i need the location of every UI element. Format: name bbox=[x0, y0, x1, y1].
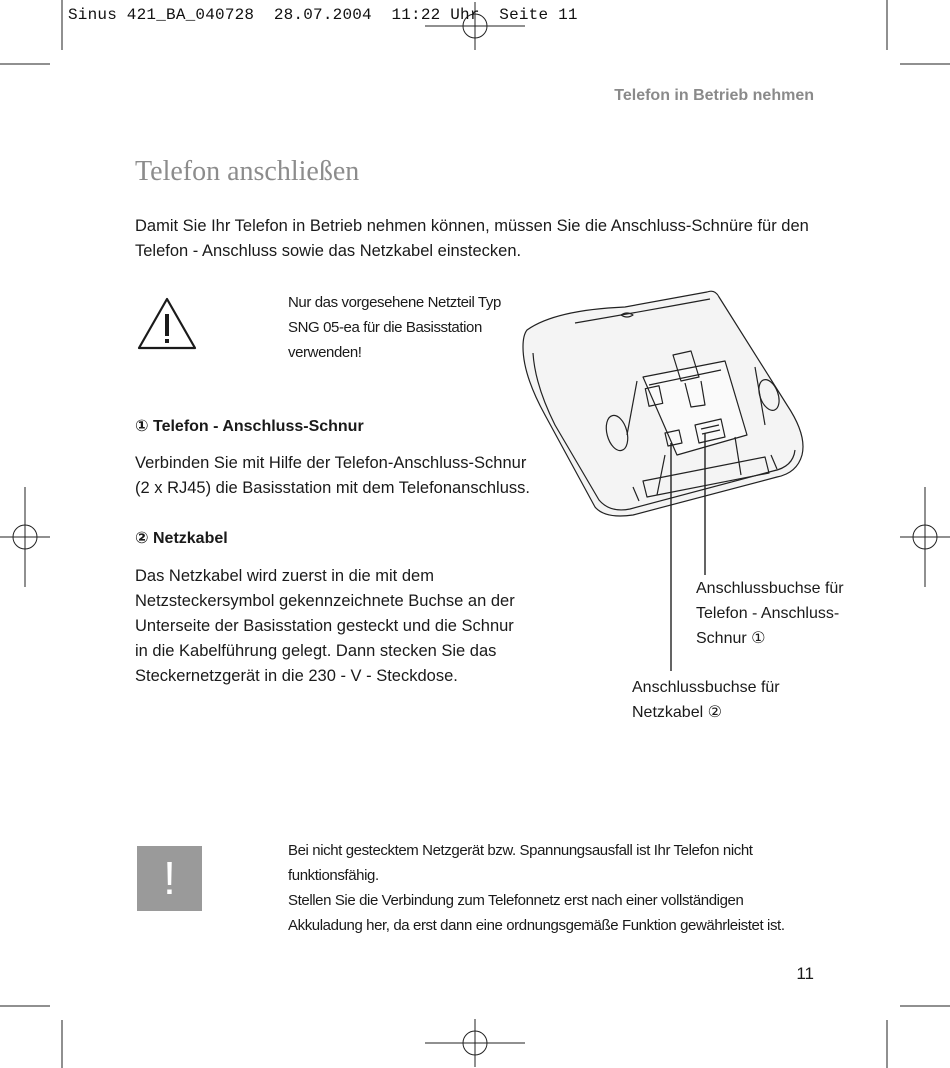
callout-phone-jack: Anschlussbuchse für Telefon - Anschluss-Schnur ① bbox=[696, 580, 844, 647]
page-number: 11 bbox=[796, 964, 814, 983]
callout-power-jack: Anschlussbuchse für Netzkabel ② bbox=[632, 679, 780, 721]
running-head: Telefon in Betrieb nehmen bbox=[614, 87, 814, 104]
exclamation-icon: ! bbox=[137, 846, 202, 911]
intro-paragraph: Damit Sie Ihr Telefon in Betrieb nehmen können, müssen Sie die Anschluss-Schnüre für den Telefon - Anschluss sowie das Netzkabel einstecken. bbox=[135, 217, 809, 260]
power-failure-note-line1: Bei nicht gestecktem Netzgerät bzw. Spannungsausfall ist Ihr Telefon nicht funktionsfähig. bbox=[288, 842, 753, 884]
power-failure-note bbox=[288, 838, 818, 938]
warning-triangle-icon bbox=[136, 296, 198, 352]
page-title: Telefon anschließen bbox=[135, 156, 360, 187]
section-body-power-cable: Das Netzkabel wird zuerst in die mit dem Netzsteckersymbol gekennzeichnete Buchse an der Unterseite der Basisstation gesteckt und die Schnur in die Kabelführung gelegt. Dann stecken Sie das Steckernetzgerät in die 230 - V - Steckdose. bbox=[135, 567, 515, 685]
section-heading-power-cable: ② Netzkabel bbox=[135, 530, 228, 547]
power-failure-note-line2: Stellen Sie die Verbindung zum Telefonnetz erst nach einer vollständigen Akkuladung her, da erst dann eine ordnungsgemäße Funktion gewährleistet ist. bbox=[288, 892, 785, 934]
section-heading-phone-cord: ① Telefon - Anschluss-Schnur bbox=[135, 418, 364, 435]
power-supply-note: Nur das vorgesehene Netzteil Typ SNG 05-ea für die Basisstation verwenden! bbox=[288, 294, 501, 361]
section-body-phone-cord: Verbinden Sie mit Hilfe der Telefon-Anschluss-Schnur (2 x RJ45) die Basisstation mit dem Telefonanschluss. bbox=[135, 454, 530, 497]
print-slug-line: Sinus 421_BA_040728 28.07.2004 11:22 Uhr Seite 11 bbox=[68, 6, 578, 24]
